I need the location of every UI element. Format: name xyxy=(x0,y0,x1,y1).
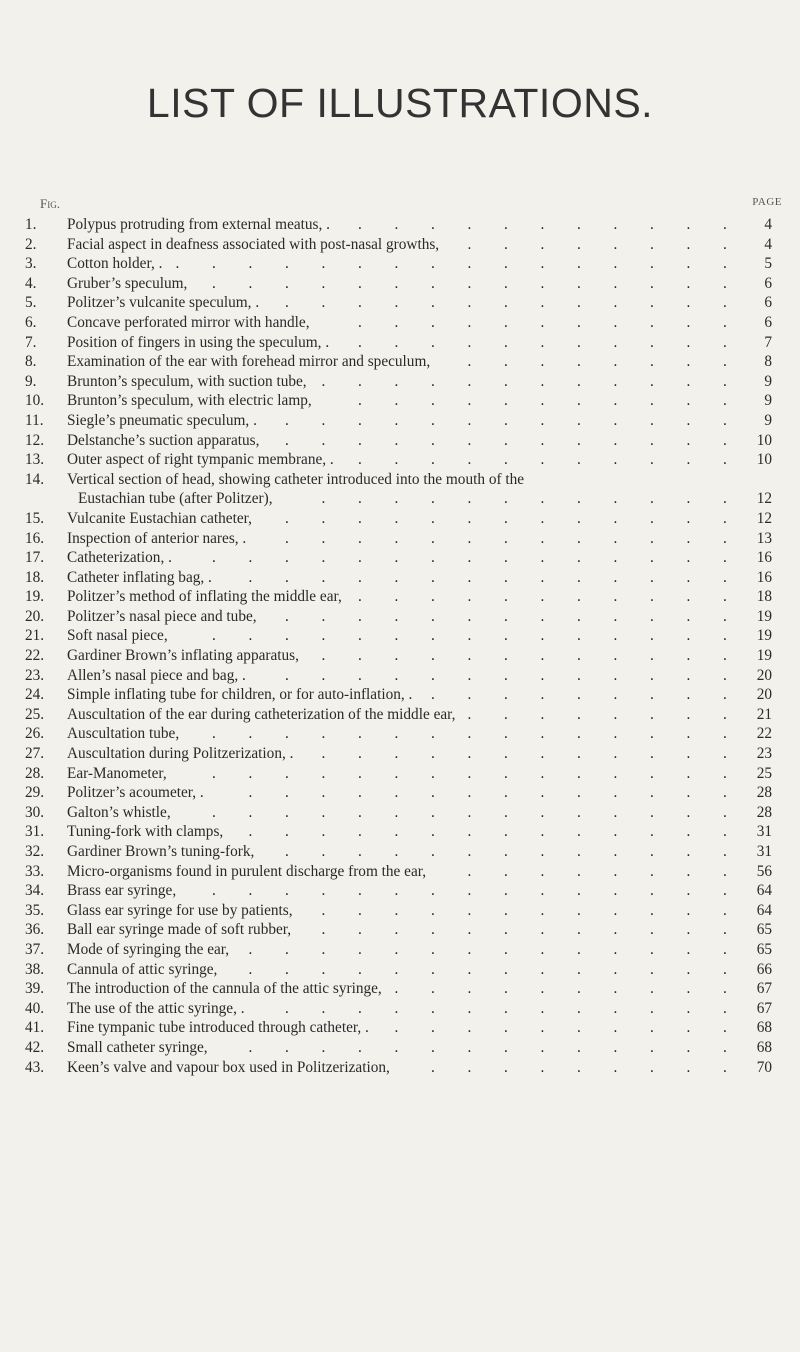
leader-dots: . . . . . . . . . . . . . . xyxy=(248,568,727,586)
list-item xyxy=(0,587,800,607)
figure-number: 42. xyxy=(25,1038,45,1056)
figure-caption: Inspection of anterior nares, . xyxy=(67,529,247,547)
list-item xyxy=(0,1058,800,1078)
list-item xyxy=(0,372,800,392)
leader-dots: . . . . . . . . . . . . . . . xyxy=(212,725,727,743)
list-item xyxy=(0,215,800,235)
page-title: LIST OF ILLUSTRATIONS. xyxy=(146,80,654,126)
leader-dots: . . . . . . . . . . . . . xyxy=(285,294,727,312)
figure-number: 10. xyxy=(25,392,45,410)
figure-number: 25. xyxy=(25,705,45,723)
figure-number: 7. xyxy=(25,333,37,351)
page-column-header: PAGE xyxy=(752,196,782,208)
figure-number: 5. xyxy=(25,294,37,312)
figure-number: 19. xyxy=(25,588,45,606)
page-number: 19 xyxy=(756,607,772,625)
list-item xyxy=(0,607,800,627)
figure-number: 22. xyxy=(25,647,45,665)
figure-caption: Examination of the ear with forehead mirror and speculum, xyxy=(67,353,431,371)
figure-number: 41. xyxy=(25,1019,45,1037)
list-item xyxy=(0,470,800,509)
figure-number: 6. xyxy=(25,313,37,331)
figure-number: 26. xyxy=(25,725,45,743)
figure-number: 16. xyxy=(25,529,45,547)
figure-number: 20. xyxy=(25,607,45,625)
leader-dots: . . . . . . . . . . xyxy=(394,1019,727,1037)
page-number: 68 xyxy=(756,1038,772,1056)
figure-caption: Fine tympanic tube introduced through catheter, . xyxy=(67,1019,369,1037)
page-number: 66 xyxy=(756,960,772,978)
page-number: 56 xyxy=(756,862,772,880)
page-number: 5 xyxy=(764,255,772,273)
leader-dots: . . . . . . . . . . . . . xyxy=(285,411,727,429)
figure-caption: Polypus protruding from external meatus, . xyxy=(67,216,330,233)
figure-caption: Brass ear syringe, xyxy=(67,882,177,900)
list-item xyxy=(0,724,800,744)
figure-number: 29. xyxy=(25,784,45,802)
list-item xyxy=(0,509,800,529)
leader-dots: . . . . . . . . . . . . . xyxy=(285,666,727,684)
page-number: 6 xyxy=(764,294,772,312)
list-item xyxy=(0,646,800,666)
figure-number: 32. xyxy=(25,843,45,860)
figure-number: 24. xyxy=(25,686,45,704)
figure-number: 33. xyxy=(25,862,45,880)
figure-caption: Auscultation tube, xyxy=(67,725,180,743)
page-number: 31 xyxy=(756,823,772,841)
figure-number: 9. xyxy=(25,372,37,390)
leader-dots: . . . . . . . . xyxy=(467,353,727,371)
figure-number: 30. xyxy=(25,803,45,821)
page-number: 67 xyxy=(756,980,772,998)
figure-caption: Soft nasal piece, xyxy=(67,627,168,645)
figure-caption: Concave perforated mirror with handle, xyxy=(67,313,310,331)
figure-number: 34. xyxy=(25,882,45,900)
page-number: 68 xyxy=(756,1019,772,1037)
figure-number: 15. xyxy=(25,509,45,527)
list-item xyxy=(0,1038,800,1058)
page-number: 4 xyxy=(764,235,772,253)
page-number: 70 xyxy=(756,1058,772,1076)
page-number: 25 xyxy=(756,764,772,782)
leader-dots: . . . . . . . . . xyxy=(431,1058,727,1076)
figure-caption: Vulcanite Eustachian catheter, xyxy=(67,509,252,527)
leader-dots: . . . . . . . . . . . . xyxy=(321,490,727,508)
figure-caption: Gardiner Brown’s tuning-fork, xyxy=(67,843,255,860)
page-number: 22 xyxy=(756,725,772,743)
list-item xyxy=(0,764,800,784)
leader-dots: . . . . . . . . . . . xyxy=(358,451,727,469)
list-item xyxy=(0,626,800,646)
figure-caption: Tuning-fork with clamps, xyxy=(67,823,224,841)
list-item xyxy=(0,411,800,431)
page-number: 65 xyxy=(756,921,772,939)
figure-number: 28. xyxy=(25,764,45,782)
figure-caption: Ball ear syringe made of soft rubber, xyxy=(67,921,292,939)
page-number: 9 xyxy=(764,372,772,390)
leader-dots: . . . . . . . . . . . . . . . xyxy=(212,274,727,292)
leader-dots: . . . . . . . . xyxy=(467,705,727,723)
leader-dots: . . . . . . . . . . . xyxy=(358,216,727,233)
list-item xyxy=(0,274,800,294)
list-item xyxy=(0,254,800,274)
figure-caption: Catheterization, . xyxy=(67,549,172,567)
leader-dots: . . . . . . . . . . . . . . xyxy=(248,940,727,958)
leader-dots: . . . . . . . . . . . . . . . xyxy=(212,803,727,821)
list-item xyxy=(0,862,800,882)
leader-dots: . . . . . . . . . . . . xyxy=(321,647,727,665)
list-item xyxy=(0,391,800,411)
list-item xyxy=(0,822,800,842)
figure-number: 12. xyxy=(25,431,45,449)
list-item xyxy=(0,333,800,353)
figure-number: 36. xyxy=(25,921,45,939)
figure-caption: Simple inflating tube for children, or for auto-inflation, . xyxy=(67,686,413,704)
figure-caption: Small catheter syringe, xyxy=(67,1038,208,1056)
figure-caption: Outer aspect of right tympanic membrane, . xyxy=(67,451,334,469)
leader-dots: . . . . . . . . . . . . . . . xyxy=(212,764,727,782)
list-item xyxy=(0,842,800,862)
figure-number: 11. xyxy=(25,411,44,429)
leader-dots: . . . . . . . . . . xyxy=(394,980,727,998)
figure-caption: Brunton’s speculum, with electric lamp, xyxy=(67,392,312,410)
figure-number: 1. xyxy=(25,216,37,233)
page-number: 9 xyxy=(764,392,772,410)
figure-caption: Siegle’s pneumatic speculum, . xyxy=(67,411,257,429)
list-item xyxy=(0,1018,800,1038)
page-number: 64 xyxy=(756,882,772,900)
figure-number: 40. xyxy=(25,999,45,1017)
leader-dots: . . . . . . . . . . . xyxy=(358,333,727,351)
figure-caption: Politzer’s method of inflating the middle ear, xyxy=(67,588,342,606)
leader-dots: . . . . . . . . xyxy=(467,862,727,880)
figure-caption: Politzer’s vulcanite speculum, . xyxy=(67,294,260,312)
list-item xyxy=(0,940,800,960)
figure-caption: Gardiner Brown’s inflating apparatus, xyxy=(67,647,299,665)
figure-caption: Brunton’s speculum, with suction tube, xyxy=(67,372,307,390)
page-number: 19 xyxy=(756,627,772,645)
list-item xyxy=(0,431,800,451)
figure-number: 27. xyxy=(25,745,45,763)
figure-number: 4. xyxy=(25,274,37,292)
list-item xyxy=(0,960,800,980)
page-number: 21 xyxy=(756,705,772,723)
figure-number: 39. xyxy=(25,980,45,998)
figure-caption: Auscultation during Politzerization, . xyxy=(67,745,294,763)
page-number: 20 xyxy=(756,666,772,684)
page-number: 6 xyxy=(764,313,772,331)
figure-number: 35. xyxy=(25,901,45,919)
page-number: 12 xyxy=(756,509,772,527)
page-number: 9 xyxy=(764,411,772,429)
figure-number: 37. xyxy=(25,940,45,958)
leader-dots: . . . . . . . . . . . . . xyxy=(285,607,727,625)
figure-caption: Ear-Manometer, xyxy=(67,764,167,782)
figure-number: 14. xyxy=(25,470,45,488)
figure-number: 18. xyxy=(25,568,45,586)
list-item xyxy=(0,352,800,372)
list-item xyxy=(0,705,800,725)
figure-caption: Facial aspect in deafness associated with post-nasal growths, xyxy=(67,235,440,253)
leader-dots: . . . . . . . . . . . . xyxy=(321,372,727,390)
figure-number: 8. xyxy=(25,353,37,371)
page-number: 16 xyxy=(756,568,772,586)
leader-dots: . . . . . . . . . . . . xyxy=(321,745,727,763)
leader-dots: . . . . . . . . . . . . . xyxy=(285,509,727,527)
leader-dots: . . . . . . . . . . . xyxy=(358,588,727,606)
page-number: 4 xyxy=(764,216,772,233)
page-number: 16 xyxy=(756,549,772,567)
figure-caption-continued: Eustachian tube (after Politzer), xyxy=(78,490,273,508)
list-item xyxy=(0,881,800,901)
page-number: 65 xyxy=(756,940,772,958)
page-number: 8 xyxy=(764,353,772,371)
leader-dots: . . . . . . . . . . . . . xyxy=(285,843,727,860)
fig-column-header: Fig. xyxy=(40,196,60,211)
page-number: 6 xyxy=(764,274,772,292)
figure-number: 17. xyxy=(25,549,45,567)
page-number: 28 xyxy=(756,803,772,821)
figure-caption: Glass ear syringe for use by patients, xyxy=(67,901,293,919)
list-item xyxy=(0,313,800,333)
leader-dots: . . . . . . . . xyxy=(467,235,727,253)
page-number: 20 xyxy=(756,686,772,704)
figure-caption: Delstanche’s suction apparatus, xyxy=(67,431,260,449)
list-item xyxy=(0,529,800,549)
page-number: 64 xyxy=(756,901,772,919)
page-number: 67 xyxy=(756,999,772,1017)
figure-caption: Vertical section of head, showing catheter introduced into the mouth of the xyxy=(67,470,525,488)
figure-number: 31. xyxy=(25,823,45,841)
leader-dots: . . . . . . . . . . . . . . xyxy=(248,1038,727,1056)
figure-caption: Keen’s valve and vapour box used in Politzerization, xyxy=(67,1058,390,1076)
list-item xyxy=(0,920,800,940)
list-item xyxy=(0,666,800,686)
leader-dots: . . . . . . . . . . . . . . xyxy=(248,784,727,802)
figure-number: 43. xyxy=(25,1058,45,1076)
leader-dots: . . . . . . . . . . . . . . xyxy=(248,960,727,978)
leader-dots: . . . . . . . . . . . . . xyxy=(285,999,727,1017)
figure-caption: The use of the attic syringe, . xyxy=(67,999,245,1017)
figure-caption: Cannula of attic syringe, xyxy=(67,960,218,978)
figure-caption: Galton’s whistle, xyxy=(67,803,171,821)
leader-dots: . . . . . . . . . . . . . xyxy=(285,431,727,449)
figure-number: 3. xyxy=(25,255,37,273)
list-item xyxy=(0,568,800,588)
page-number: 7 xyxy=(764,333,772,351)
figure-number: 38. xyxy=(25,960,45,978)
page-number: 10 xyxy=(756,431,772,449)
figure-caption: The introduction of the cannula of the attic syringe, xyxy=(67,980,382,998)
figure-caption: Micro-organisms found in purulent discharge from the ear, xyxy=(67,862,427,880)
page-number: 23 xyxy=(756,745,772,763)
leader-dots: . . . . . . . . . . . . xyxy=(321,921,727,939)
leader-dots: . . . . . . . . . . . xyxy=(358,392,727,410)
figure-number: 2. xyxy=(25,235,37,253)
list-item xyxy=(0,999,800,1019)
figure-caption: Gruber’s speculum, xyxy=(67,274,188,292)
list-item xyxy=(0,548,800,568)
list-item xyxy=(0,744,800,764)
page-number: 28 xyxy=(756,784,772,802)
leader-dots: . . . . . . . . . . . . . . . xyxy=(212,627,727,645)
figure-number: 13. xyxy=(25,451,45,469)
list-item xyxy=(0,783,800,803)
leader-dots: . . . . . . . . . . . . . . . xyxy=(212,549,727,567)
leader-dots: . . . . . . . . . . . . . . . xyxy=(212,882,727,900)
leader-dots: . . . . . . . . . . . . . xyxy=(285,529,727,547)
leader-dots: . . . . . . . . . xyxy=(431,686,727,704)
leader-dots: . . . . . . . . . . . . . . . . xyxy=(175,255,727,273)
page-number: 18 xyxy=(756,588,772,606)
page-number: 13 xyxy=(756,529,772,547)
page-number: 10 xyxy=(756,451,772,469)
figure-caption: Mode of syringing the ear, xyxy=(67,940,230,958)
list-item xyxy=(0,803,800,823)
list-item xyxy=(0,293,800,313)
list-item xyxy=(0,235,800,255)
figure-caption: Position of fingers in using the speculum, . xyxy=(67,333,330,351)
figure-number: 23. xyxy=(25,666,45,684)
page-number: 12 xyxy=(756,490,772,508)
page-number: 19 xyxy=(756,647,772,665)
figure-caption: Cotton holder, . xyxy=(67,255,163,273)
leader-dots: . . . . . . . . . . . . . . xyxy=(248,823,727,841)
list-item xyxy=(0,685,800,705)
leader-dots: . . . . . . . . . . . xyxy=(358,313,727,331)
list-item xyxy=(0,901,800,921)
list-item xyxy=(0,450,800,470)
illustrations-list xyxy=(0,215,800,1077)
figure-caption: Catheter inflating bag, . xyxy=(67,568,212,586)
figure-caption: Politzer’s nasal piece and tube, xyxy=(67,607,257,625)
figure-number: 21. xyxy=(25,627,45,645)
figure-caption: Allen’s nasal piece and bag, . xyxy=(67,666,246,684)
list-item xyxy=(0,979,800,999)
figure-caption: Politzer’s acoumeter, . xyxy=(67,784,204,802)
figure-caption: Auscultation of the ear during catheterization of the middle ear, xyxy=(67,705,456,723)
leader-dots: . . . . . . . . . . . . xyxy=(321,901,727,919)
page-number: 31 xyxy=(756,843,772,860)
